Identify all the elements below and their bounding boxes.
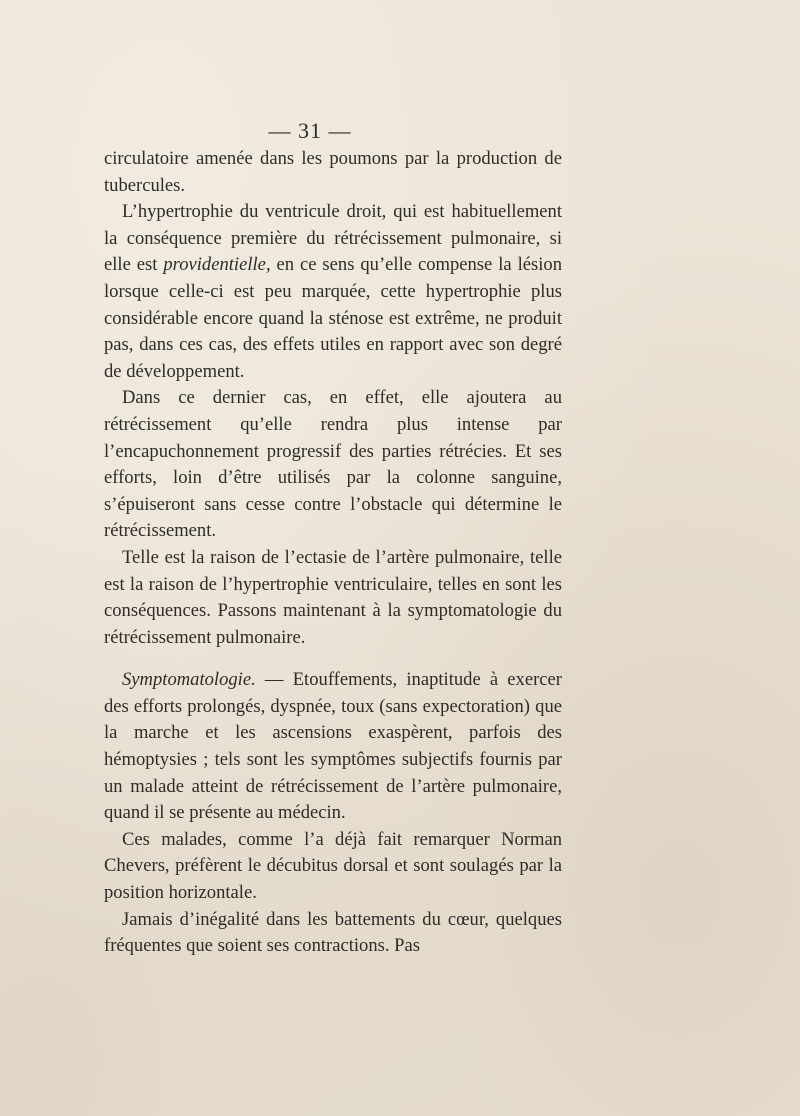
paragraph-hypertrophie <box>104 199 562 385</box>
paragraph-inegalite <box>104 907 562 960</box>
paragraph-text: circulatoire amenée dans les poumons par la production de tubercules. <box>104 148 562 196</box>
paragraph-ectasie <box>104 545 562 651</box>
paragraph-dernier-cas <box>104 385 562 545</box>
paragraph-text: Jamais d’inégalité dans les battements du cœur, quelques fréquentes que soient ses contractions. Pas <box>104 908 562 957</box>
section-heading-symptomatologie: Symptomatologie. <box>122 669 256 691</box>
page-number: — 31 — <box>268 118 352 143</box>
paragraph-text-start: L’hypertrophie du ventricule droit, qui est habituellement la conséquence première du rétrécissement pulmonaire, si elle est <box>104 201 562 276</box>
paragraph-text: Dans ce dernier cas, en effet, elle ajoutera au rétrécissement qu’elle rendra plus intense par l’encapuchonnement progressif des parties rétrécies. Et ses efforts, loin d’être utilisés par la colonne sanguine, s’épuiseront sans cesse contre l’obstacle qui détermine le rétrécissement. <box>104 387 562 542</box>
paragraph-text-end: , en ce sens qu’elle compense la lésion lorsque celle-ci est peu marquée, cette hypertrophie plus considérable encore quand la sténose est extrême, ne produit pas, dans ces cas, des effets utiles en rapport avec son degré de développement. <box>104 254 562 382</box>
paragraph-text: Telle est la raison de l’ectasie de l’artère pulmonaire, telle est la raison de l’hypertrophie ventriculaire, telles en sont les conséquences. Passons maintenant à la symptomatologie du rétrécissement pulmonaire. <box>104 546 562 648</box>
emphasis-providentielle: providentielle <box>163 254 266 276</box>
paragraph-continuation <box>104 146 562 199</box>
paragraph-text: Ces malades, comme l’a déjà fait remarquer Norman Chevers, préfèrent le décubitus dorsal et sont soulagés par la position horizontale. <box>104 828 562 904</box>
body-text <box>104 146 562 960</box>
paragraph-symptomatologie <box>104 667 562 827</box>
paragraph-malades <box>104 827 562 907</box>
paragraph-text: — Etouffements, inaptitude à exercer des efforts prolongés, dyspnée, toux (sans expectoration) que la marche et les ascensions exaspèrent, parfois des hémoptysies ; tels sont les symptômes subjectifs fournis par un malade atteint de rétrécissement de l’artère pulmonaire, quand il se présente au médecin. <box>104 669 562 824</box>
